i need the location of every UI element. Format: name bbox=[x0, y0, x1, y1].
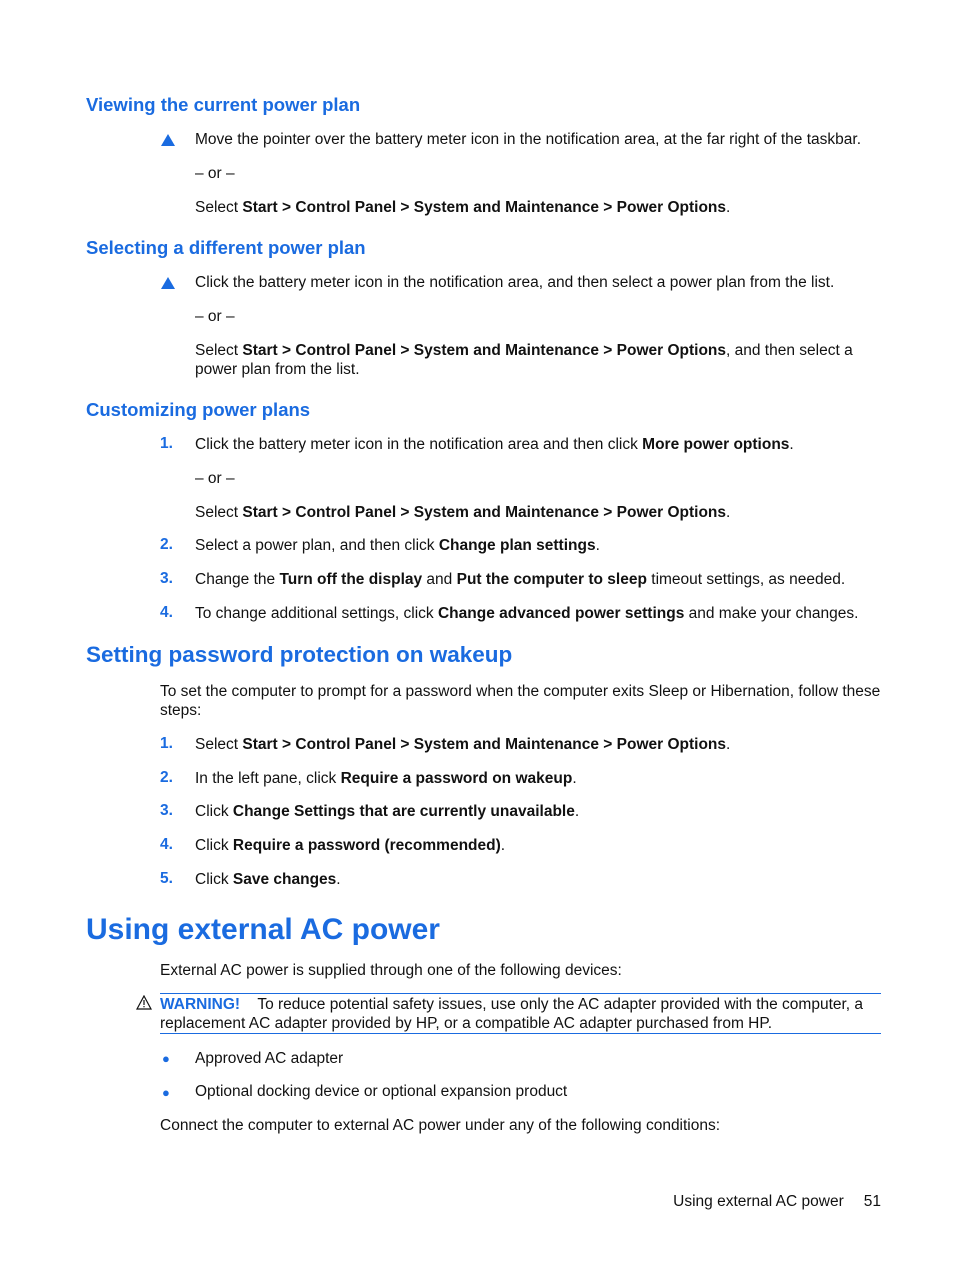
step-number: 3. bbox=[160, 802, 173, 819]
list-item: Select a power plan, and then click Change plan settings. bbox=[195, 537, 600, 554]
step-number: 4. bbox=[160, 836, 173, 853]
page-number: 51 bbox=[863, 1193, 881, 1210]
heading-customizing-power-plans: Customizing power plans bbox=[86, 399, 311, 420]
heading-external-ac-power: Using external AC power bbox=[86, 913, 440, 946]
paragraph: External AC power is supplied through one of the following devices: bbox=[160, 962, 622, 979]
step-number: 5. bbox=[160, 870, 173, 887]
or-separator: – or – bbox=[195, 470, 235, 487]
warning-rule-top bbox=[160, 993, 881, 994]
page-footer bbox=[673, 1193, 881, 1211]
list-item: Click Require a password (recommended). bbox=[195, 837, 506, 854]
warning-triangle-icon bbox=[136, 995, 152, 1010]
heading-viewing-power-plan: Viewing the current power plan bbox=[86, 94, 361, 115]
paragraph: To set the computer to prompt for a password when the computer exits Sleep or Hibernation, follow these steps: bbox=[160, 683, 881, 719]
step-number: 3. bbox=[160, 570, 173, 587]
dot-bullet-icon: ● bbox=[162, 1051, 170, 1066]
paragraph: Move the pointer over the battery meter icon in the notification area, at the far right of the taskbar. bbox=[195, 131, 862, 148]
step-number: 1. bbox=[160, 735, 173, 752]
list-item: In the left pane, click Require a password on wakeup. bbox=[195, 770, 577, 787]
warning-label: WARNING! bbox=[160, 996, 241, 1013]
warning-box bbox=[160, 995, 881, 1033]
step-number: 2. bbox=[160, 536, 173, 553]
footer-title: Using external AC power bbox=[673, 1193, 844, 1210]
or-separator: – or – bbox=[195, 165, 235, 182]
step-number: 2. bbox=[160, 769, 173, 786]
triangle-bullet-icon bbox=[161, 277, 175, 289]
heading-selecting-power-plan: Selecting a different power plan bbox=[86, 237, 366, 258]
list-item: Select Start > Control Panel > System and Maintenance > Power Options. bbox=[195, 736, 731, 753]
step-number: 4. bbox=[160, 604, 173, 621]
or-separator: – or – bbox=[195, 308, 235, 325]
paragraph: Click the battery meter icon in the notification area, and then select a power plan from the list. bbox=[195, 274, 835, 291]
list-item: Optional docking device or optional expansion product bbox=[195, 1083, 568, 1100]
warning-text: To reduce potential safety issues, use only the AC adapter provided with the computer, a replacement AC adapter provided by HP, or a compatible AC adapter purchased from HP. bbox=[160, 996, 864, 1032]
list-item: Click Save changes. bbox=[195, 871, 341, 888]
paragraph: Select Start > Control Panel > System and Maintenance > Power Options. bbox=[195, 199, 731, 216]
list-item: Click the battery meter icon in the notification area and then click More power options. bbox=[195, 436, 794, 453]
step-number: 1. bbox=[160, 435, 173, 452]
paragraph: Select Start > Control Panel > System and Maintenance > Power Options, and then select a power plan from the list. bbox=[195, 342, 853, 378]
list-item: To change additional settings, click Change advanced power settings and make your changes. bbox=[195, 605, 859, 622]
triangle-bullet-icon bbox=[161, 134, 175, 146]
warning-rule-bottom bbox=[160, 1033, 881, 1034]
dot-bullet-icon: ● bbox=[162, 1085, 170, 1100]
paragraph: Connect the computer to external AC power under any of the following conditions: bbox=[160, 1117, 721, 1134]
paragraph: Select Start > Control Panel > System and Maintenance > Power Options. bbox=[195, 504, 731, 521]
list-item: Approved AC adapter bbox=[195, 1050, 344, 1067]
list-item: Change the Turn off the display and Put the computer to sleep timeout settings, as needed. bbox=[195, 571, 846, 588]
list-item: Click Change Settings that are currently unavailable. bbox=[195, 803, 580, 820]
heading-password-protection: Setting password protection on wakeup bbox=[86, 642, 513, 667]
